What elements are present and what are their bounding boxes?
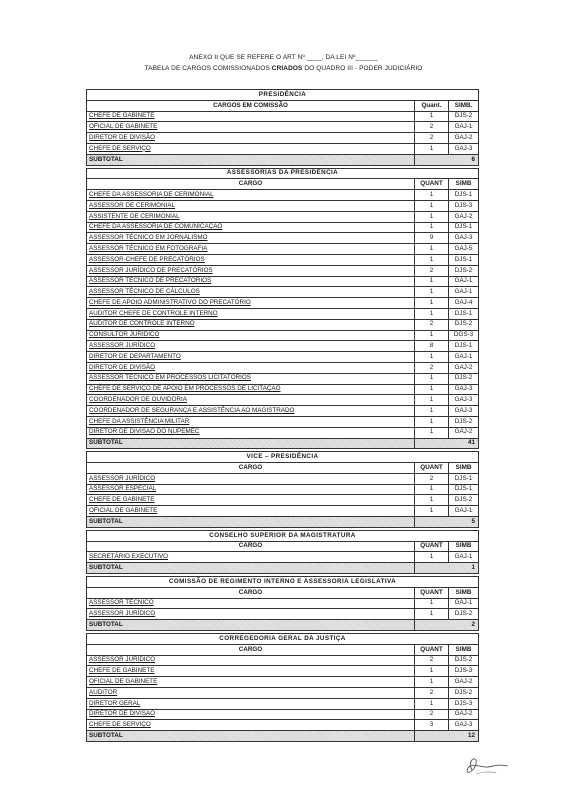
cargo-simb: DJS-2 <box>449 111 479 122</box>
cargo-name: DIRETOR DE DIVISÃO <box>87 133 415 144</box>
cargo-simb: GAJ-3 <box>449 406 479 417</box>
column-header-row <box>87 179 479 190</box>
cargo-name: ASSESSOR JURÍDICO <box>87 341 415 352</box>
column-header-simb: SIMB <box>449 644 479 655</box>
section-table <box>86 89 479 166</box>
table-row <box>87 427 479 438</box>
column-header-simb: SIMB. <box>449 100 479 111</box>
cargo-quant: 2 <box>415 265 449 276</box>
subtotal-value: 12 <box>415 731 479 742</box>
table-row <box>87 373 479 384</box>
table-row <box>87 319 479 330</box>
subtotal-value: 41 <box>415 438 479 449</box>
cargo-simb: DJS-3 <box>449 698 479 709</box>
cargo-name: CHEFE DA ASSESSORIA DE CERIMONIAL <box>87 190 415 201</box>
column-header-cargo: CARGO <box>87 644 415 655</box>
column-header-quant: QUANT <box>415 587 449 598</box>
table-row <box>87 655 479 666</box>
subtotal-value: 5 <box>415 517 479 528</box>
cargo-quant: 1 <box>415 609 449 620</box>
table-row <box>87 190 479 201</box>
table-heading-pre: TABELA DE CARGOS COMISSIONADOS <box>144 65 272 72</box>
subtotal-row <box>87 620 479 631</box>
table-row <box>87 362 479 373</box>
section-title: VICE – PRESIDÊNCIA <box>87 452 479 463</box>
cargo-simb: DJS-2 <box>449 416 479 427</box>
cargo-simb: GAJ-3 <box>449 384 479 395</box>
cargo-simb: GAJ-3 <box>449 395 479 406</box>
cargo-name: ASSESSOR JURÍDICO <box>87 473 415 484</box>
table-row <box>87 341 479 352</box>
cargo-quant: 1 <box>415 484 449 495</box>
cargo-name: OFICIAL DE GABINETE <box>87 122 415 133</box>
cargo-simb: GAJ-3 <box>449 720 479 731</box>
cargo-quant: 1 <box>415 276 449 287</box>
table-row <box>87 265 479 276</box>
cargo-name: ASSESSOR JURÍDICO <box>87 655 415 666</box>
table-row <box>87 211 479 222</box>
cargo-simb: DJS-1 <box>449 484 479 495</box>
cargo-quant: 1 <box>415 406 449 417</box>
subtotal-value: 1 <box>415 563 479 574</box>
cargo-quant: 1 <box>415 495 449 506</box>
subtotal-label: SUBTOTAL <box>87 154 415 165</box>
cargo-name: ASSESSOR JURÍDICO <box>87 609 415 620</box>
section-title-row <box>87 634 479 645</box>
section-title-row <box>87 90 479 101</box>
cargo-quant: 2 <box>415 133 449 144</box>
cargo-quant: 1 <box>415 308 449 319</box>
cargo-simb: DJS-1 <box>449 190 479 201</box>
column-header-cargo: CARGO <box>87 541 415 552</box>
subtotal-row <box>87 438 479 449</box>
subtotal-row <box>87 154 479 165</box>
cargo-quant: 9 <box>415 233 449 244</box>
cargo-quant: 1 <box>415 211 449 222</box>
column-header-row <box>87 541 479 552</box>
section-title: ASSESSORIAS DA PRESIDÊNCIA <box>87 168 479 179</box>
table-row <box>87 506 479 517</box>
cargo-simb: DJS-1 <box>449 222 479 233</box>
table-row <box>87 276 479 287</box>
table-row <box>87 495 479 506</box>
subtotal-label: SUBTOTAL <box>87 731 415 742</box>
table-heading-post: DO QUADRO III - PODER JUDICIÁRIO <box>302 65 423 72</box>
cargo-quant: 1 <box>415 200 449 211</box>
table-row <box>87 287 479 298</box>
column-header-simb: SIMB <box>449 587 479 598</box>
table-row <box>87 677 479 688</box>
subtotal-row <box>87 517 479 528</box>
cargo-simb: DJS-3 <box>449 666 479 677</box>
cargo-simb: DJS-2 <box>449 688 479 699</box>
cargo-simb: GAJ-2 <box>449 133 479 144</box>
column-header-simb: SIMB <box>449 541 479 552</box>
cargo-simb: DGS-3 <box>449 330 479 341</box>
column-header-row <box>87 463 479 474</box>
cargo-name: ASSESSOR ESPECIAL <box>87 484 415 495</box>
cargo-quant: 2 <box>415 122 449 133</box>
cargo-name: DIRETOR DE DIVISÃO DO NUPEMEC <box>87 427 415 438</box>
table-row <box>87 395 479 406</box>
table-row <box>87 298 479 309</box>
column-header-cargo: CARGO <box>87 587 415 598</box>
cargo-name: OFICIAL DE GABINETE <box>87 677 415 688</box>
cargo-simb: GAJ-1 <box>449 506 479 517</box>
table-row <box>87 122 479 133</box>
cargo-simb: DJS-1 <box>449 341 479 352</box>
cargo-simb: GAJ-2 <box>449 211 479 222</box>
cargo-quant: 1 <box>415 330 449 341</box>
section-title: COMISSÃO DE REGIMENTO INTERNO E ASSESSORIA LEGISLATIVA <box>87 577 479 588</box>
cargo-quant: 2 <box>415 688 449 699</box>
column-header-cargo: CARGO <box>87 463 415 474</box>
cargo-name: ASSESSOR TÉCNICO EM JORNALISMO <box>87 233 415 244</box>
table-row <box>87 133 479 144</box>
cargo-simb: GAJ-5 <box>449 244 479 255</box>
table-row <box>87 254 479 265</box>
table-row <box>87 416 479 427</box>
table-row <box>87 552 479 563</box>
section-title-row <box>87 452 479 463</box>
cargo-quant: 1 <box>415 143 449 154</box>
cargo-quant: 2 <box>415 362 449 373</box>
table-heading <box>0 63 567 74</box>
column-header-quant: QUANT <box>415 463 449 474</box>
cargo-quant: 8 <box>415 341 449 352</box>
cargo-quant: 2 <box>415 655 449 666</box>
cargo-quant: 1 <box>415 395 449 406</box>
cargo-simb: GAJ-3 <box>449 233 479 244</box>
table-row <box>87 352 479 363</box>
cargo-simb: DJS-2 <box>449 495 479 506</box>
column-header-simb: SIMB <box>449 179 479 190</box>
section-table <box>86 576 479 631</box>
cargo-name: ASSESSOR TÉCNICO <box>87 598 415 609</box>
table-heading-bold: CRIADOS <box>271 65 303 72</box>
cargo-simb: DJS-1 <box>449 308 479 319</box>
cargo-name: CHEFE DE GABINETE <box>87 111 415 122</box>
cargo-name: ASSESSOR TÉCNICO EM FOTOGRAFIA <box>87 244 415 255</box>
subtotal-value: 2 <box>415 620 479 631</box>
table-row <box>87 244 479 255</box>
column-header-simb: SIMB <box>449 463 479 474</box>
cargo-name: ASSISTENTE DE CERIMONIAL <box>87 211 415 222</box>
cargo-quant: 2 <box>415 473 449 484</box>
cargo-name: SECRETÁRIO EXECUTIVO <box>87 552 415 563</box>
cargo-simb: DJS-3 <box>449 200 479 211</box>
table-row <box>87 111 479 122</box>
table-row <box>87 330 479 341</box>
section-title-row <box>87 168 479 179</box>
cargo-simb: DJS-1 <box>449 473 479 484</box>
cargo-simb: GAJ-2 <box>449 427 479 438</box>
section-title-row <box>87 530 479 541</box>
cargo-name: ASSESSOR TÉCNICO EM PROCESSOS LICITATÓRIOS <box>87 373 415 384</box>
cargo-quant: 1 <box>415 287 449 298</box>
table-row <box>87 666 479 677</box>
cargo-name: CHEFE DA ASSESSORIA DE COMUNICAÇÃO <box>87 222 415 233</box>
cargo-name: AUDITOR DE CONTROLE INTERNO <box>87 319 415 330</box>
cargo-quant: 1 <box>415 373 449 384</box>
cargo-simb: GAJ-2 <box>449 677 479 688</box>
cargo-simb: DJS-2 <box>449 373 479 384</box>
cargo-tables <box>86 89 478 742</box>
table-row <box>87 384 479 395</box>
cargo-quant: 1 <box>415 384 449 395</box>
cargo-name: ASSESSOR TÉCNICO DE CÁLCULOS <box>87 287 415 298</box>
cargo-name: DIRETOR DE DIVISÃO <box>87 362 415 373</box>
cargo-name: CONSULTOR JURÍDICO <box>87 330 415 341</box>
table-row <box>87 406 479 417</box>
cargo-name: ASSESSOR-CHEFE DE PRECATÓRIOS <box>87 254 415 265</box>
section-table <box>86 530 479 574</box>
cargo-name: AUDITOR CHEFE DE CONTROLE INTERNO <box>87 308 415 319</box>
cargo-quant: 1 <box>415 666 449 677</box>
cargo-name: COORDENADOR DE OUVIDORIA <box>87 395 415 406</box>
cargo-simb: GAJ-1 <box>449 552 479 563</box>
column-header-cargo: CARGOS EM COMISSÃO <box>87 100 415 111</box>
cargo-quant: 1 <box>415 598 449 609</box>
subtotal-label: SUBTOTAL <box>87 438 415 449</box>
cargo-simb: GAJ-1 <box>449 598 479 609</box>
table-row <box>87 720 479 731</box>
cargo-name: CHEFE DA ASSISTÊNCIA MILITAR <box>87 416 415 427</box>
column-header-row <box>87 644 479 655</box>
cargo-simb: GAJ-4 <box>449 298 479 309</box>
cargo-simb: DJS-2 <box>449 655 479 666</box>
cargo-name: DIRETOR GERAL <box>87 698 415 709</box>
section-title: CONSELHO SUPERIOR DA MAGISTRATURA <box>87 530 479 541</box>
cargo-quant: 1 <box>415 552 449 563</box>
subtotal-label: SUBTOTAL <box>87 620 415 631</box>
section-table <box>86 168 479 450</box>
subtotal-label: SUBTOTAL <box>87 517 415 528</box>
cargo-name: DIRETOR DE DIVISÃO <box>87 709 415 720</box>
cargo-quant: 1 <box>415 506 449 517</box>
section-title: CORREGEDORIA GERAL DA JUSTIÇA <box>87 634 479 645</box>
section-table <box>86 633 479 742</box>
cargo-simb: DJS-1 <box>449 254 479 265</box>
cargo-quant: 1 <box>415 416 449 427</box>
cargo-simb: DJS-2 <box>449 265 479 276</box>
table-row <box>87 308 479 319</box>
cargo-quant: 1 <box>415 352 449 363</box>
cargo-name: ASSESSOR TÉCNICO DE PRECATÓRIOS <box>87 276 415 287</box>
column-header-row <box>87 100 479 111</box>
section-title-row <box>87 577 479 588</box>
table-row <box>87 698 479 709</box>
cargo-name: AUDITOR <box>87 688 415 699</box>
table-row <box>87 609 479 620</box>
annex-reference: ANEXO II QUE SE REFERE O ART Nº ____, DA LEI Nº______ <box>189 54 378 61</box>
table-row <box>87 222 479 233</box>
cargo-quant: 1 <box>415 222 449 233</box>
cargo-name: CHEFE DE GABINETE <box>87 666 415 677</box>
table-row <box>87 484 479 495</box>
cargo-quant: 2 <box>415 709 449 720</box>
table-row <box>87 233 479 244</box>
column-header-quant: Quant. <box>415 100 449 111</box>
cargo-quant: 3 <box>415 720 449 731</box>
cargo-simb: GAJ-1 <box>449 287 479 298</box>
cargo-name: CHEFE DE APOIO ADMINISTRATIVO DO PRECATÓRIO <box>87 298 415 309</box>
cargo-name: OFICIAL DE GABINETE <box>87 506 415 517</box>
cargo-simb: GAJ-1 <box>449 276 479 287</box>
table-row <box>87 143 479 154</box>
cargo-quant: 1 <box>415 698 449 709</box>
table-row <box>87 473 479 484</box>
cargo-simb: DJS-2 <box>449 609 479 620</box>
cargo-name: CHEFE DE SERVIÇO <box>87 143 415 154</box>
cargo-simb: GAJ-1 <box>449 352 479 363</box>
cargo-name: CHEFE DE GABINETE <box>87 495 415 506</box>
section-table <box>86 451 479 528</box>
subtotal-label: SUBTOTAL <box>87 563 415 574</box>
cargo-simb: GAJ-2 <box>449 709 479 720</box>
subtotal-value: 6 <box>415 154 479 165</box>
cargo-quant: 1 <box>415 677 449 688</box>
signature-scribble <box>458 752 518 780</box>
column-header-cargo: CARGO <box>87 179 415 190</box>
table-row <box>87 688 479 699</box>
cargo-name: CHEFE DE SERVIÇO <box>87 720 415 731</box>
cargo-simb: GAJ-2 <box>449 362 479 373</box>
table-row <box>87 200 479 211</box>
column-header-row <box>87 587 479 598</box>
cargo-name: ASSESSOR DE CERIMONIAL <box>87 200 415 211</box>
table-row <box>87 598 479 609</box>
column-header-quant: QUANT <box>415 644 449 655</box>
cargo-quant: 1 <box>415 254 449 265</box>
cargo-quant: 1 <box>415 298 449 309</box>
column-header-quant: QUANT <box>415 541 449 552</box>
cargo-quant: 1 <box>415 190 449 201</box>
subtotal-row <box>87 731 479 742</box>
cargo-simb: DJS-2 <box>449 319 479 330</box>
cargo-name: CHEFE DE SERVIÇO DE APOIO EM PROCESSOS DE LICITAÇÃO <box>87 384 415 395</box>
cargo-name: ASSESSOR JURÍDICO DE PRECATÓRIOS <box>87 265 415 276</box>
cargo-name: COORDENADOR DE SEGURANÇA E ASSISTÊNCIA AO MAGISTRADO <box>87 406 415 417</box>
column-header-quant: QUANT <box>415 179 449 190</box>
cargo-quant: 1 <box>415 427 449 438</box>
cargo-simb: GAJ-1 <box>449 122 479 133</box>
document-header <box>0 52 567 74</box>
cargo-quant: 1 <box>415 244 449 255</box>
cargo-quant: 1 <box>415 111 449 122</box>
section-title: PRESIDÊNCIA <box>87 90 479 101</box>
subtotal-row <box>87 563 479 574</box>
cargo-simb: GAJ-3 <box>449 143 479 154</box>
cargo-quant: 2 <box>415 319 449 330</box>
table-row <box>87 709 479 720</box>
cargo-name: DIRETOR DE DEPARTAMENTO <box>87 352 415 363</box>
